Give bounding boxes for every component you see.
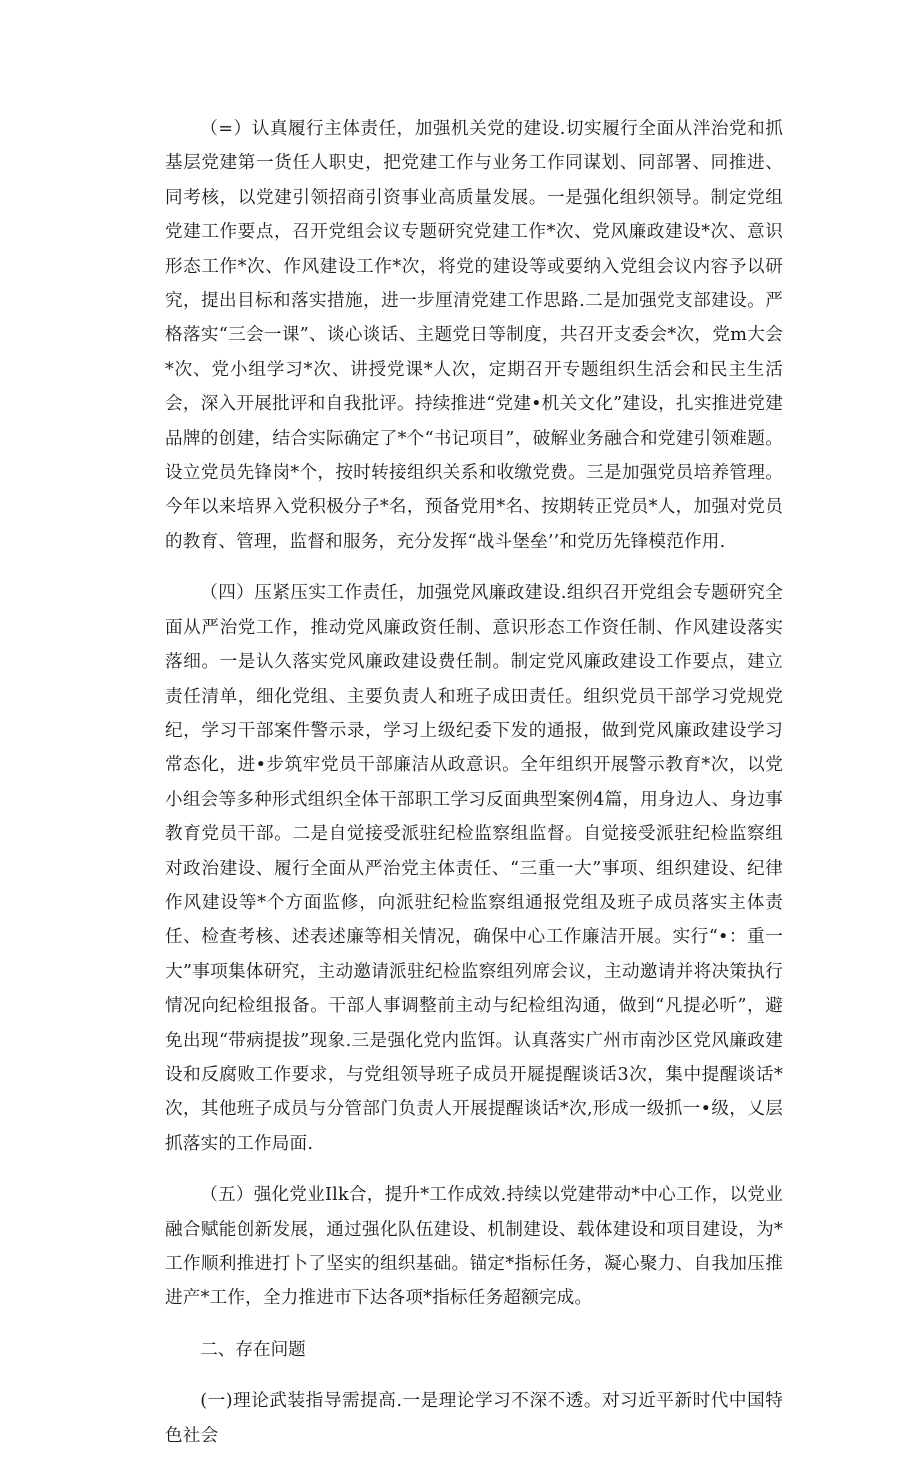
document-body bbox=[165, 112, 783, 1470]
paragraph-party-business-integration: （五）强化党业Ilk合，提升*工作成效.持续以党建带动*中心工作，以党业融合赋能创新发展，通过强化队伍建设、机制建设、载体建设和项目建设，为*工作顺利推进打卜了坚实的组织基础。锚定*指标任务，凝心聚力、自我加压推进产*工作，全力推进市下达各项*指标任务超额完成。 bbox=[165, 1185, 783, 1309]
section-heading-problems: 二、存在问题 bbox=[200, 1339, 306, 1360]
paragraph-party-building-responsibility: （=）认真履行主体责任，加强机关党的建设.切实履行全面从泮治党和抓基层党建第一货任人职史，把党建工作与业务工作同谋划、同部署、同推进、同考核，以党建引领招商引资事业高质量发展。一是强化组织领导。制定党组党建工作要点，召开党组会议专题研究党建工作*次、党风廉政建设*次、意识形态工作*次、作风建设工作*次，将党的建设等或要纳入党组会议内容予以研究，提出目标和落实措施，进一步厘清党建工作思路.二是加强党支部建设。严格落实“三会一课”、谈心谈话、主题党日等制度，共召开支委会*次，党m大会*次、党小组学习*次、讲授党课*人次，定期召开专题组织生活会和民主生活会，深入开展批评和自我批评。持续推进“党建•机关文化”建设，扎实推进党建品牌的创建，结合实际确定了*个“书记项目”，破解业务融合和党建引领难题。设立党员先锋岗*个，按时转接组织关系和收缴党费。三是加强党员培养管理。今年以来培界入党积极分子*名，预备党用*名、按期转正党员*人，加强对党员的教育、管理，监督和服务，充分发挥“战斗堡垒’’和党历先锋模范作用. bbox=[165, 119, 783, 552]
paragraph-integrity-responsibility: （四）压紧压实工作责任，加强党风廉政建设.组织召开党组会专题研究全面从严治党工作，推动党风廉政资任制、意识形态工作资任制、作风建设落实落细。一是认久落实党风廉政建设费任制。制定党风廉政建设工作要点，建立责任清单，细化党组、主要负责人和班子成田责任。组织党员干部学习党规党纪，学习干部案件警示录，学习上级纪委下发的通报，做到党风廉政建设学习常态化，进•步筑牢党员干部廉洁从政意识。全年组织开展警示教育*次，以党小组会等多种形式组织全体干部职工学习反面典型案例4篇，用身边人、身边事教育党员干部。二是自觉接受派驻纪检监察组监督。自觉接受派驻纪检监察组对政治建设、履行全面从严治党主体责任、“三重一大”事项、组织建设、纪律作风建设等*个方面监修，向派驻纪检监察组通报党组及班子成员落实主体责任、检查考核、述表述廉等相关情况，确保中心工作廉洁开展。实行“•：重一大”事项集体研究，主动邀请派驻纪检监察组列席会议，主动邀请并将决策执行情况向纪检组报备。干部人事调整前主动与纪检组沟通，做到“凡提必听”，避免出现“带病提拔”现象.三是强化党内监饵。认真落实广州市南沙区党风廉政建设和反腐败工作要求，与党组领导班子成员开屣提醒谈话3次，集中提醒谈话*次，其他班子成员与分管部门负责人开展提醒谈话*次,形成一级抓一•级，乂层抓落实的工作局面. bbox=[165, 583, 783, 1154]
paragraph-theory-study: (一)理论武装指导需提高.一是理论学习不深不透。对习近平新时代中国特色社会 bbox=[165, 1391, 783, 1446]
